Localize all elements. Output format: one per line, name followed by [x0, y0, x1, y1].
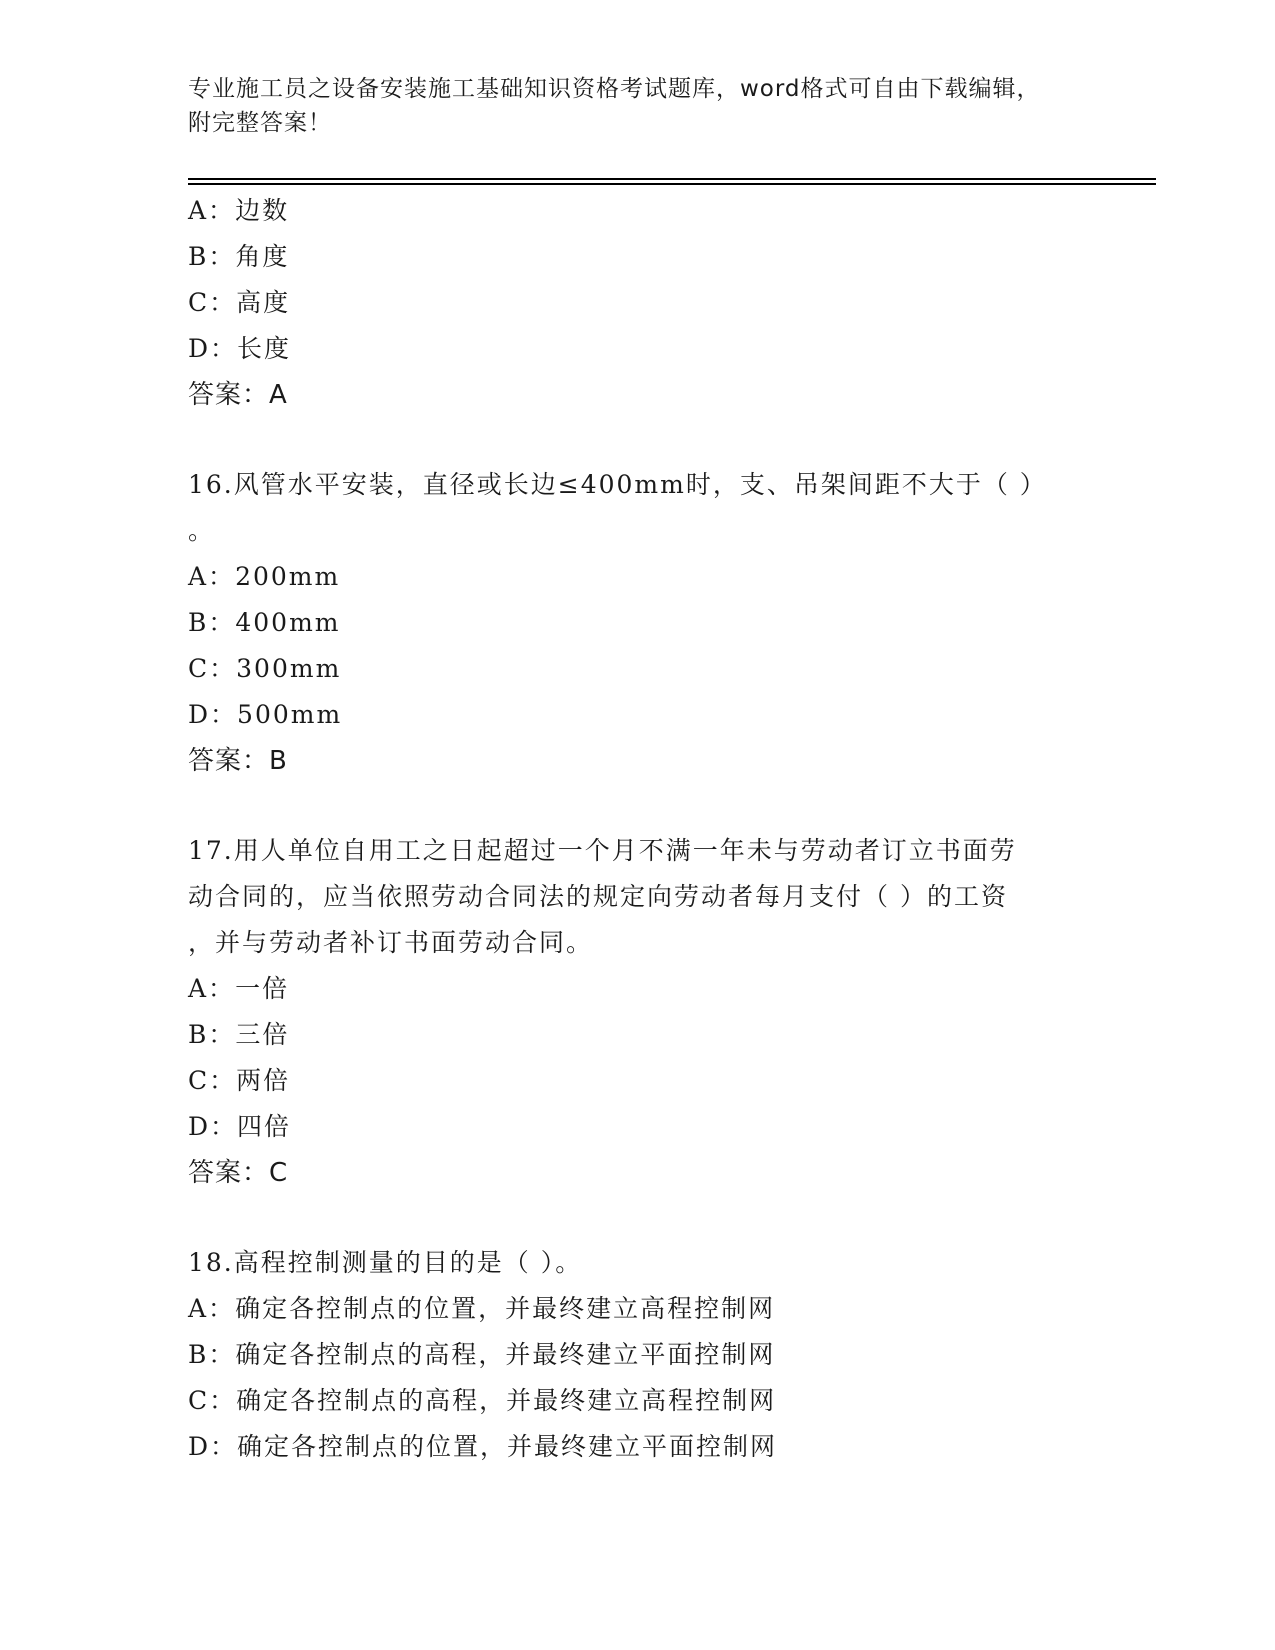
option-letter: D：	[188, 1112, 238, 1141]
option-text: 两倍	[236, 1066, 291, 1095]
answer-line: 答案：A	[188, 380, 288, 410]
option-text: 确定各控制点的高程，并最终建立平面控制网	[235, 1340, 776, 1369]
option-d	[188, 1424, 1088, 1470]
question-block-15	[188, 188, 1088, 418]
question-stem: 18.高程控制测量的目的是（ ）。	[188, 1248, 583, 1277]
option-c	[188, 280, 1088, 326]
option-b	[188, 600, 1088, 646]
option-a	[188, 188, 1088, 234]
option-letter: B：	[188, 608, 236, 637]
answer-line: 答案：B	[188, 746, 288, 776]
option-text: 200mm	[235, 562, 341, 591]
option-letter: C：	[188, 1066, 237, 1095]
option-text: 300mm	[236, 654, 342, 683]
option-text: 400mm	[235, 608, 341, 637]
option-d	[188, 326, 1088, 372]
answer-line: 答案：C	[188, 1158, 289, 1188]
option-letter: D：	[188, 1432, 238, 1461]
option-c	[188, 1058, 1088, 1104]
option-a	[188, 966, 1088, 1012]
option-text: 一倍	[235, 974, 290, 1003]
question-block-18	[188, 1240, 1088, 1470]
question-stem-continued: 。	[188, 516, 216, 545]
question-block-17	[188, 828, 1088, 1196]
header-title-line-2: 附完整答案！	[188, 110, 332, 136]
document-header	[188, 72, 1088, 140]
option-letter: C：	[188, 654, 237, 683]
option-letter: A：	[188, 1294, 236, 1323]
option-letter: D：	[188, 334, 238, 363]
option-letter: B：	[188, 1340, 236, 1369]
option-text: 高度	[236, 288, 291, 317]
option-b	[188, 1332, 1088, 1378]
option-text: 边数	[235, 196, 290, 225]
option-text: 三倍	[235, 1020, 290, 1049]
option-letter: B：	[188, 1020, 236, 1049]
question-stem: 16.风管水平安装，直径或长边≤400mm时，支、吊架间距不大于（ ）	[188, 470, 1047, 499]
option-c	[188, 1378, 1088, 1424]
question-block-16	[188, 462, 1088, 784]
option-d	[188, 692, 1088, 738]
option-text: 四倍	[237, 1112, 292, 1141]
option-letter: C：	[188, 1386, 237, 1415]
option-letter: C：	[188, 288, 237, 317]
option-a	[188, 554, 1088, 600]
question-stem-continued: 动合同的，应当依照劳动合同法的规定向劳动者每月支付（ ）的工资	[188, 882, 1008, 911]
question-stem-continued: ，并与劳动者补订书面劳动合同。	[188, 928, 594, 957]
header-divider-bottom	[188, 183, 1156, 185]
option-text: 确定各控制点的位置，并最终建立平面控制网	[237, 1432, 778, 1461]
option-c	[188, 646, 1088, 692]
option-text: 长度	[237, 334, 292, 363]
question-stem: 17.用人单位自用工之日起超过一个月不满一年未与劳动者订立书面劳	[188, 836, 1017, 865]
header-title-line-1: 专业施工员之设备安装施工基础知识资格考试题库，word格式可自由下载编辑，	[188, 76, 1041, 102]
option-text: 确定各控制点的位置，并最终建立高程控制网	[235, 1294, 776, 1323]
option-letter: A：	[188, 562, 236, 591]
option-text: 确定各控制点的高程，并最终建立高程控制网	[236, 1386, 777, 1415]
option-letter: B：	[188, 242, 236, 271]
question-list	[188, 188, 1088, 1470]
header-divider-top	[188, 178, 1156, 180]
option-text: 角度	[235, 242, 290, 271]
option-text: 500mm	[237, 700, 343, 729]
option-d	[188, 1104, 1088, 1150]
option-b	[188, 234, 1088, 280]
option-a	[188, 1286, 1088, 1332]
option-letter: A：	[188, 974, 236, 1003]
option-b	[188, 1012, 1088, 1058]
option-letter: A：	[188, 196, 236, 225]
option-letter: D：	[188, 700, 238, 729]
